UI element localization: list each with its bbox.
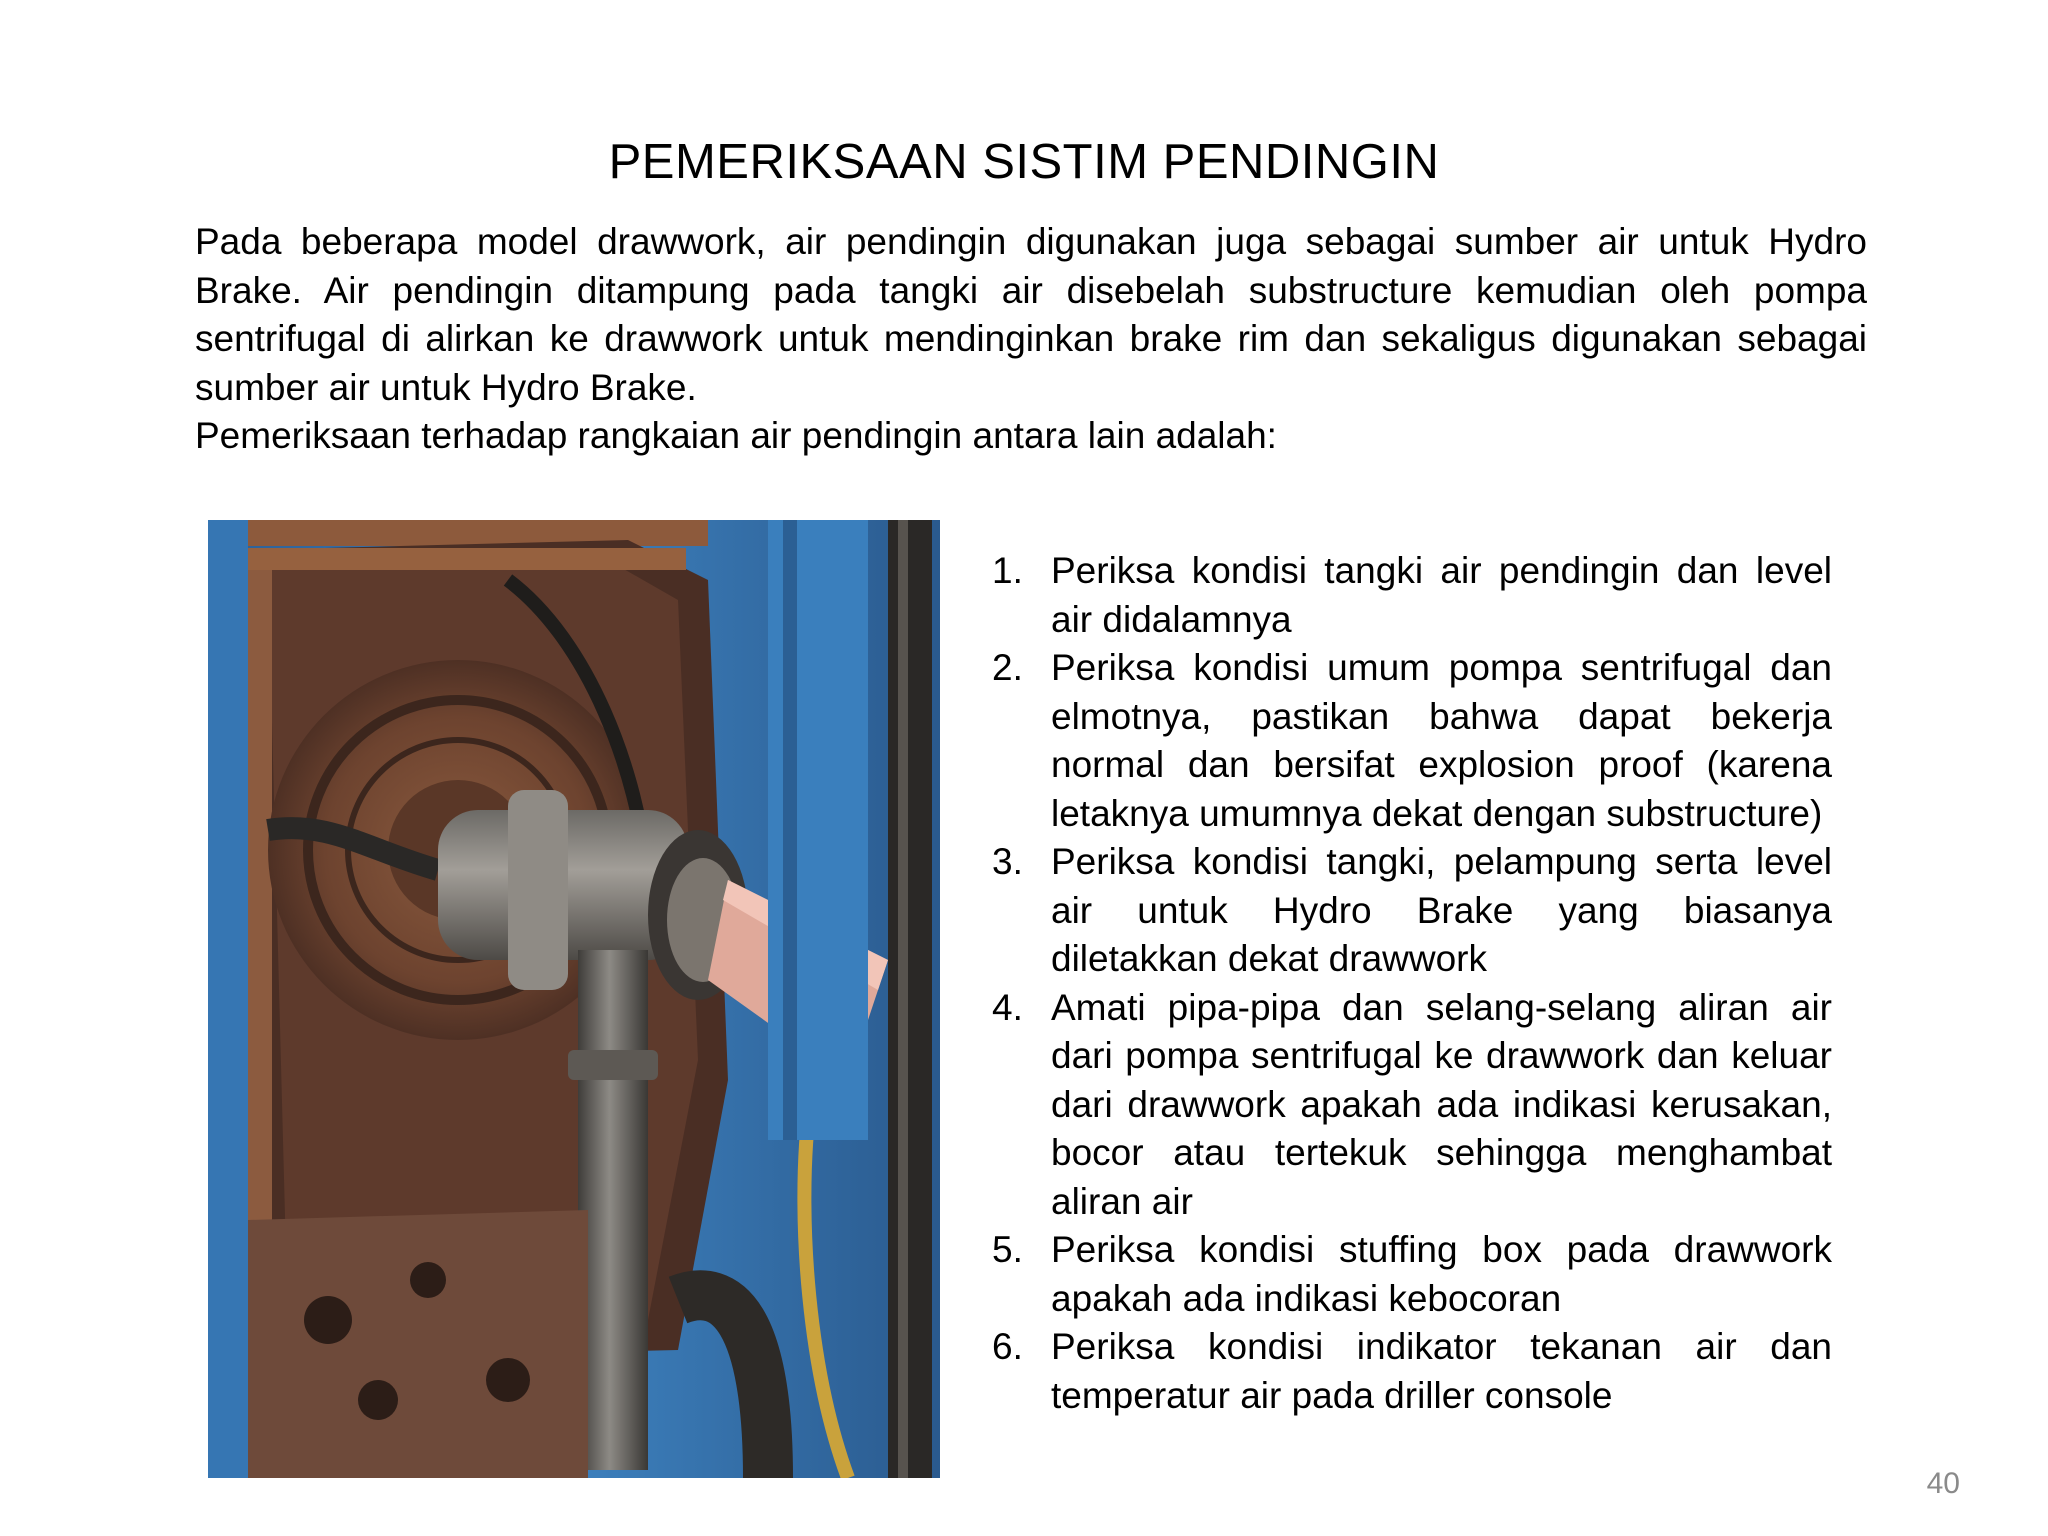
inspection-checklist — [980, 547, 1832, 1420]
slide-title: PEMERIKSAAN SISTIM PENDINGIN — [608, 135, 1440, 189]
checklist-text: Periksa kondisi umum pompa sentrifugal dan elmotnya, pastikan bahwa dapat bekerja normal dan bersifat explosion proof (karena letaknya umumnya dekat dengan substructure) — [1051, 647, 1832, 834]
checklist-number: 2. — [992, 647, 1023, 688]
checklist-item — [980, 1226, 1832, 1323]
checklist-text: Periksa kondisi indikator tekanan air dan temperatur air pada driller console — [1051, 1326, 1832, 1416]
checklist-number: 4. — [992, 986, 1023, 1028]
checklist-number: 3. — [992, 841, 1023, 882]
checklist-number: 5. — [992, 1229, 1023, 1270]
checklist-number: 1. — [992, 550, 1023, 591]
checklist-text: Periksa kondisi tangki air pendingin dan level air didalamnya — [1051, 550, 1832, 640]
intro-text — [195, 218, 1867, 461]
checklist-text: Periksa kondisi stuffing box pada drawwork apakah ada indikasi kebocoran — [1051, 1229, 1832, 1319]
checklist-item — [980, 547, 1832, 644]
checklist-item — [980, 838, 1832, 984]
checklist-item — [980, 984, 1832, 1227]
page-number: 40 — [1926, 1467, 1960, 1500]
checklist-number: 6. — [992, 1326, 1023, 1367]
checklist-item — [980, 644, 1832, 838]
intro-lead: Pemeriksaan terhadap rangkaian air pendingin antara lain adalah: — [195, 415, 1277, 456]
checklist-item — [980, 1323, 1832, 1420]
intro-paragraph: Pada beberapa model drawwork, air pendingin digunakan juga sebagai sumber air untuk Hydro Brake. Air pendingin ditampung pada tangki air disebelah substructure kemudian oleh pompa sentrifugal di alirkan ke drawwork untuk mendinginkan brake rim dan sekaligus digunakan sebagai sumber air untuk Hydro Brake. — [195, 221, 1867, 408]
drawwork-stuffing-box-photo — [208, 520, 940, 1478]
checklist-text: Amati pipa-pipa dan selang-selang aliran air dari pompa sentrifugal ke drawwork dan keluar dari drawwork apakah ada indikasi kerusakan, bocor atau tertekuk sehingga menghambat aliran air — [1051, 986, 1832, 1222]
checklist-text: Periksa kondisi tangki, pelampung serta level air untuk Hydro Brake yang biasanya diletakkan dekat drawwork — [1051, 841, 1832, 979]
